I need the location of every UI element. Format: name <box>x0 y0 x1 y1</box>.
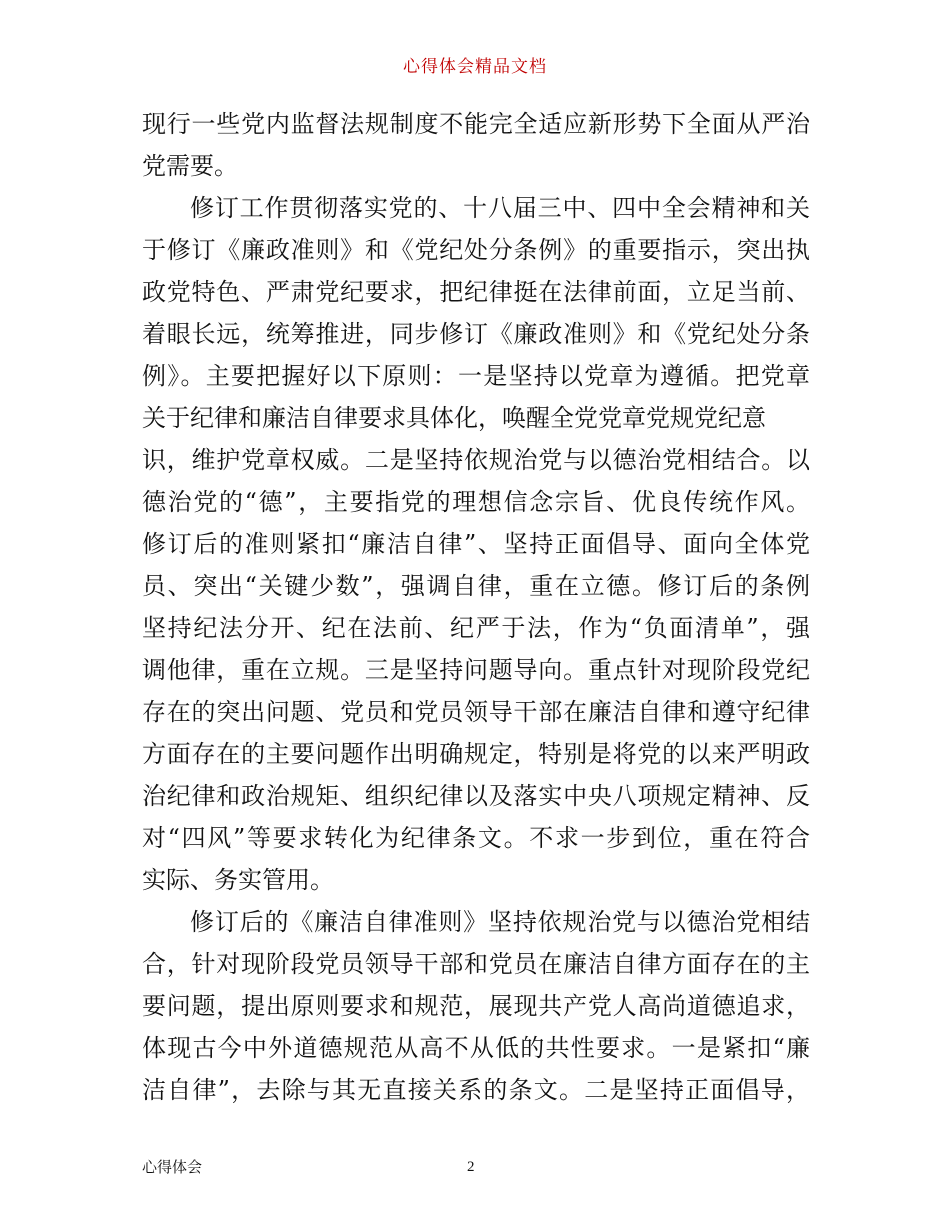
text-line: 治纪律和政治规矩、组织纪律以及落实中央八项规定精神、反 <box>142 782 810 810</box>
text-line: 方面存在的主要问题作出明确规定，特别是将党的以来严明政 <box>142 740 810 768</box>
text-line: 实际、务实管用。 <box>142 866 334 894</box>
text-line: 存在的突出问题、党员和党员领导干部在廉洁自律和遵守纪律 <box>142 698 810 726</box>
text-line: 体现古今中外道德规范从高不从低的共性要求。一是紧扣“廉 <box>142 1034 810 1062</box>
text-line: 党需要。 <box>142 152 238 180</box>
body-text <box>142 103 810 1111</box>
text-line: 对“四风”等要求转化为纪律条文。不求一步到位，重在符合 <box>142 824 810 852</box>
page-header-title: 心得体会精品文档 <box>403 57 547 77</box>
text-line: 着眼长远，统筹推进，同步修订《廉政准则》和《党纪处分条 <box>142 320 810 348</box>
text-line: 德治党的“德”，主要指党的理想信念宗旨、优良传统作风。 <box>142 488 810 516</box>
text-line: 员、突出“关键少数”，强调自律，重在立德。修订后的条例 <box>142 572 810 600</box>
text-line: 要问题，提出原则要求和规范，展现共产党人高尚道德追求， <box>142 992 810 1020</box>
text-line: 于修订《廉政准则》和《党纪处分条例》的重要指示，突出执 <box>142 236 810 264</box>
text-line: 识，维护党章权威。二是坚持依规治党与以德治党相结合。以 <box>142 446 810 474</box>
text-line: 修订后的《廉洁自律准则》坚持依规治党与以德治党相结 <box>190 908 810 936</box>
text-line: 调他律，重在立规。三是坚持问题导向。重点针对现阶段党纪 <box>142 656 810 684</box>
text-line: 修订工作贯彻落实党的、十八届三中、四中全会精神和关 <box>190 194 810 222</box>
text-line: 坚持纪法分开、纪在法前、纪严于法，作为“负面清单”，强 <box>142 614 810 642</box>
text-line: 现行一些党内监督法规制度不能完全适应新形势下全面从严治 <box>142 110 810 138</box>
footer-label: 心得体会 <box>142 1158 203 1176</box>
text-line: 例》。主要把握好以下原则：一是坚持以党章为遵循。把党章 <box>142 362 810 390</box>
text-line: 洁自律”，去除与其无直接关系的条文。二是坚持正面倡导， <box>142 1076 810 1104</box>
text-line: 修订后的准则紧扣“廉洁自律”、坚持正面倡导、面向全体党 <box>142 530 810 558</box>
page-number: 2 <box>467 1159 475 1175</box>
text-line: 合，针对现阶段党员领导干部和党员在廉洁自律方面存在的主 <box>142 950 810 978</box>
text-line: 政党特色、严肃党纪要求，把纪律挺在法律前面，立足当前、 <box>142 278 810 306</box>
text-line: 关于纪律和廉洁自律要求具体化，唤醒全党党章党规党纪意 <box>142 404 766 432</box>
